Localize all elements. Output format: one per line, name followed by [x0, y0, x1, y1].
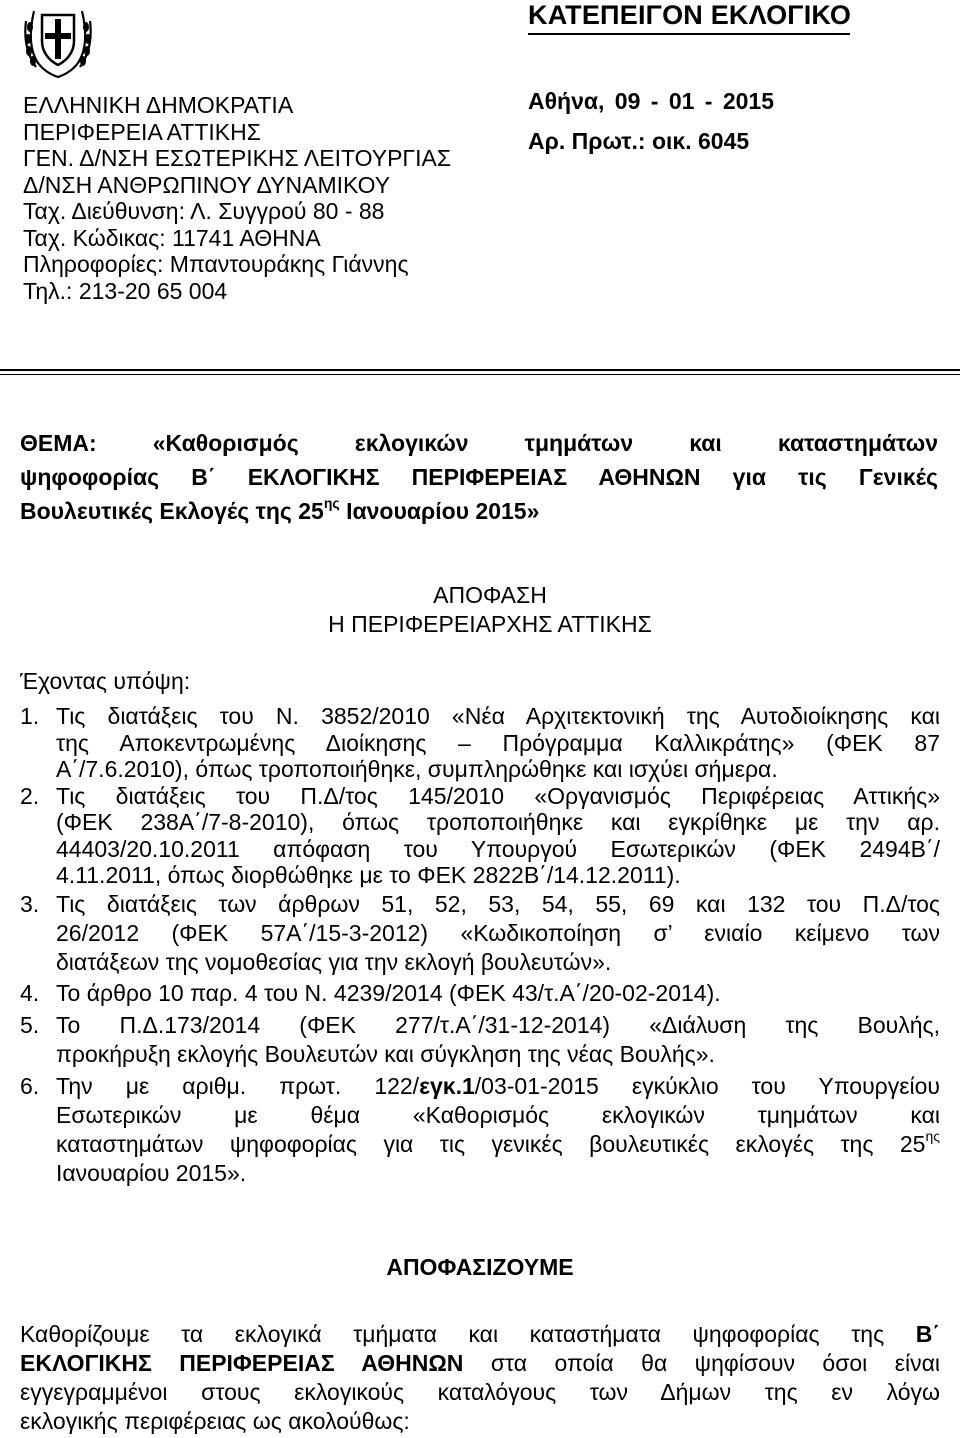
header-separator: [0, 369, 960, 371]
list-item-line: [56, 1131, 940, 1160]
considering-label: Έχοντας υπόψη:: [20, 668, 191, 694]
authority-line: ΓΕΝ. Δ/ΝΣΗ ΕΣΩΤΕΡΙΚΗΣ ΛΕΙΤΟΥΡΓΙΑΣ: [23, 145, 452, 171]
list-item-number: 2.: [20, 782, 40, 809]
list-item-number: 1.: [20, 703, 40, 729]
list-item: [20, 783, 940, 889]
subject-text: Βουλευτικές Εκλογές της 25: [20, 498, 324, 524]
list-item-line: Τις διατάξεις των άρθρων 51, 52, 53, 54, 55, 69 και 132 του Π.Δ/τος: [56, 890, 940, 917]
authority-line: Τηλ.: 213-20 65 004: [23, 277, 228, 304]
list-item-line: 26/2012 (ΦΕΚ 57Α΄/15-3-2012) «Κωδικοποίηση σ’ ενιαίο κείμενο των: [56, 919, 940, 946]
paragraph-line: εκλογικής περιφέρειας ως ακολούθως:: [20, 1408, 410, 1434]
list-item-line: [56, 1073, 940, 1102]
list-item-number: 5.: [20, 1011, 40, 1038]
urgent-underline: [528, 33, 850, 35]
list-item-line: Α΄/7.6.2010), όπως τροποποιήθηκε, συμπληρώθηκε και ισχύει σήμερα.: [56, 756, 778, 782]
paragraph-text-bold: ΕΚΛΟΓΙΚΗΣ ΠΕΡΙΦΕΡΕΙΑΣ ΑΘΗΝΩΝ: [20, 1350, 464, 1376]
authority-line: ΕΛΛΗΝΙΚΗ ΔΗΜΟΚΡΑΤΙΑ: [23, 92, 294, 118]
considerations-list: [20, 703, 940, 1189]
decision-issuer: Η ΠΕΡΙΦΕΡΕΙΑΡΧΗΣ ΑΤΤΙΚΗΣ: [328, 611, 652, 637]
clause-text: Την με αριθμ. πρωτ. 122/: [56, 1072, 420, 1099]
subject-line: [20, 494, 938, 528]
list-item-line: 44403/20.10.2011 απόφαση του Υπουργού Εσωτερικών (ΦΕΚ 2494Β΄/: [56, 835, 940, 862]
subject-line: ΘΕΜΑ: «Καθορισμός εκλογικών τμημάτων και καταστημάτων: [20, 430, 938, 456]
list-item: [20, 1012, 940, 1070]
list-item-number: 3.: [20, 890, 40, 917]
list-item: [20, 1073, 940, 1189]
list-item-line: 4.11.2011, όπως διορθώθηκε με το ΦΕΚ 2822Β΄/14.12.2011).: [56, 862, 681, 888]
list-item-line: Ιανουαρίου 2015».: [56, 1159, 247, 1186]
decide-heading: ΑΠΟΦΑΣΙΖΟΥΜΕ: [386, 1254, 574, 1280]
clause-text-bold: εγκ.1: [419, 1072, 475, 1099]
list-item-line: Τις διατάξεις του Ν. 3852/2010 «Νέα Αρχιτεκτονική της Αυτοδιοίκησης και: [56, 703, 940, 729]
decision-title: ΑΠΟΦΑΣΗ: [433, 582, 547, 608]
subject-text: Ιανουαρίου 2015»: [339, 498, 540, 524]
list-item: [20, 703, 940, 783]
superscript: ης: [323, 495, 340, 511]
document-date: Αθήνα, 09 - 01 - 2015: [528, 88, 775, 114]
list-item-line: Τις διατάξεις του Π.Δ/τος 145/2010 «Οργανισμός Περιφέρειας Αττικής»: [56, 782, 940, 809]
list-item-line: Το Π.Δ.173/2014 (ΦΕΚ 277/τ.Α΄/31-12-2014) «Διάλυση της Βουλής,: [56, 1011, 940, 1038]
list-item-line: προκήρυξη εκλογής Βουλευτών και σύγκληση της νέας Βουλής».: [56, 1040, 715, 1067]
header-separator-thin: [0, 374, 960, 375]
urgent-label: ΚΑΤΕΠΕΙΓΟΝ ΕΚΛΟΓΙΚΟ: [528, 0, 852, 30]
greek-coat-of-arms-icon: [22, 3, 94, 79]
paragraph-text: στα οποία θα ψηφίσουν όσοι είναι: [463, 1350, 940, 1376]
list-item: [20, 891, 940, 978]
list-item-line: (ΦΕΚ 238Α΄/7-8-2010), όπως τροποποιήθηκε και εγκρίθηκε με την αρ.: [56, 809, 940, 835]
paragraph-line: [20, 1349, 940, 1378]
authority-line: ΠΕΡΙΦΕΡΕΙΑ ΑΤΤΙΚΗΣ: [23, 118, 261, 145]
paragraph-line: εγγεγραμμένοι στους εκλογικούς καταλόγους των Δήμων της εν λόγω: [20, 1379, 940, 1405]
paragraph-text: Καθορίζουμε τα εκλογικά τμήματα και καταστήματα ψηφοφορίας της: [20, 1321, 916, 1347]
subject-line: ψηφοφορίας Β΄ ΕΚΛΟΓΙΚΗΣ ΠΕΡΙΦΕΡΕΙΑΣ ΑΘΗΝΩΝ για τις Γενικές: [20, 464, 938, 490]
paragraph-text-bold: Β΄: [915, 1321, 940, 1347]
authority-line: Πληροφορίες: Μπαντουράκης Γιάννης: [23, 251, 409, 277]
superscript: ης: [925, 1130, 940, 1144]
list-item-number: 4.: [20, 979, 40, 1006]
authority-line: Ταχ. Κώδικας: 11741 ΑΘΗΝΑ: [23, 224, 321, 251]
list-item-line: Το άρθρο 10 παρ. 4 του Ν. 4239/2014 (ΦΕΚ 43/τ.Α΄/20-02-2014).: [56, 979, 721, 1006]
protocol-number: Αρ. Πρωτ.: οικ. 6045: [528, 128, 750, 154]
list-item: [20, 980, 940, 1009]
authority-line: Δ/ΝΣΗ ΑΝΘΡΩΠΙΝΟΥ ΔΥΝΑΜΙΚΟΥ: [23, 171, 391, 198]
list-item-number: 6.: [20, 1072, 40, 1099]
subject-block: [20, 426, 938, 528]
list-item-line: διατάξεων της νομοθεσίας για την εκλογή βουλευτών».: [56, 948, 612, 975]
clause-text: καταστημάτων ψηφοφορίας για τις γενικές βουλευτικές εκλογές της 25: [56, 1130, 926, 1157]
decision-title-block: [0, 581, 960, 639]
decision-paragraph: [20, 1320, 940, 1436]
list-item-line: της Αποκεντρωμένης Διοίκησης – Πρόγραμμα Καλλικράτης» (ΦΕΚ 87: [56, 729, 940, 756]
list-item-line: Εσωτερικών με θέμα «Καθορισμός εκλογικών τμημάτων και: [56, 1101, 940, 1128]
authority-line: Ταχ. Διεύθυνση: Λ. Συγγρού 80 - 88: [23, 198, 385, 224]
paragraph-line: [20, 1320, 940, 1349]
sender-authority-block: [23, 92, 451, 304]
clause-text: /03-01-2015 εγκύκλιο του Υπουργείου: [474, 1072, 940, 1099]
